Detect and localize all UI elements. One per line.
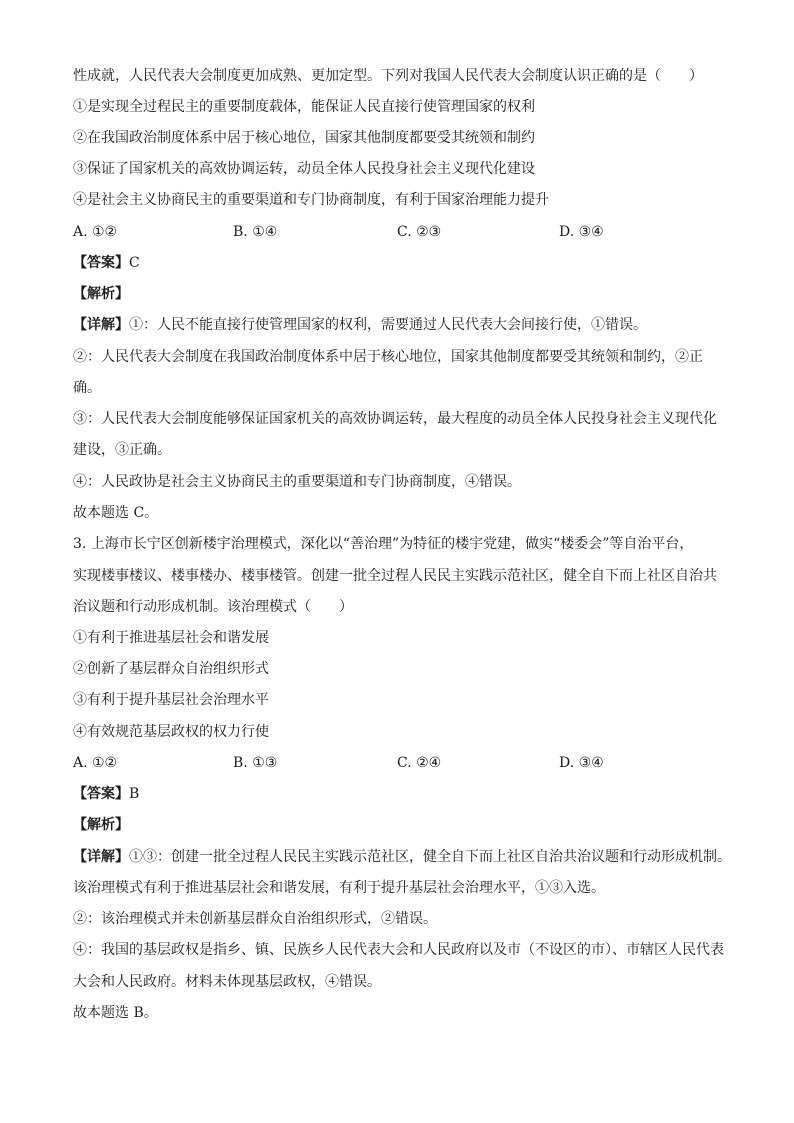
q2-statement-1: ①是实现全过程民主的重要制度载体，能保证人民直接行使管理国家的权利 [73, 99, 535, 115]
q2-option-b: B. ①④ [233, 224, 278, 240]
q3-option-b: B. ①③ [233, 755, 278, 771]
q2-options [73, 222, 733, 242]
q3-stem-line-3: 治议题和行动形成机制。该治理模式（ ） [73, 599, 353, 615]
q2-detail-line-2: ②：人民代表大会制度在我国政治制度体系中居于核心地位，国家其他制度都要受其统领和制约，②正 [73, 349, 703, 365]
q3-detail-line-1 [73, 847, 731, 867]
q2-detail-label: 【详解】 [73, 317, 129, 333]
q3-conclusion: 故本题选 B。 [73, 1005, 158, 1021]
q3-detail-label: 【详解】 [73, 849, 129, 865]
q3-detail-line-2: 该治理模式有利于推进基层社会和谐发展，有利于提升基层社会治理水平，①③入选。 [73, 880, 605, 896]
q2-statement-2: ②在我国政治制度体系中居于核心地位，国家其他制度都要受其统领和制约 [73, 130, 535, 146]
q3-analysis-label: 【解析】 [73, 817, 129, 833]
q2-analysis-label: 【解析】 [73, 286, 129, 302]
q3-detail-line-4: ④：我国的基层政权是指乡、镇、民族乡人民代表大会和人民政府以及市（不设区的市）、市辖区人民代表 [73, 942, 724, 958]
q3-option-d: D. ③④ [559, 755, 604, 771]
q3-stem-line-2: 实现楼事楼议、楼事楼办、楼事楼管。创建一批全过程人民民主实践示范社区，健全自下而上社区自治共 [73, 568, 717, 584]
q3-statement-3: ③有利于提升基层社会治理水平 [73, 692, 269, 708]
q2-statement-3: ③保证了国家机关的高效协调运转，动员全体人民投身社会主义现代化建设 [73, 161, 535, 177]
q3-statement-4: ④有效规范基层政权的权力行使 [73, 724, 269, 740]
q2-answer-value: C [129, 255, 140, 271]
q2-stem-tail: 性成就，人民代表大会制度更加成熟、更加定型。下列对我国人民代表大会制度认识正确的是（ ） [73, 68, 703, 84]
q3-detail-line-3: ②：该治理模式并未创新基层群众自治组织形式，②错误。 [73, 911, 437, 927]
q2-detail-line-1 [73, 315, 647, 335]
q2-detail-line-5: 建设，③正确。 [73, 442, 171, 458]
q3-stem-line-1: 3. 上海市长宁区创新楼宇治理模式，深化以“善治理”为特征的楼宇党建，做实“楼委会”等自治平台， [73, 536, 694, 552]
q2-option-d: D. ③④ [559, 224, 604, 240]
q3-detail-line-5: 大会和人民政府。材料未体现基层政权，④错误。 [73, 974, 381, 990]
q3-answer [73, 784, 139, 804]
q2-statement-4: ④是社会主义协商民主的重要渠道和专门协商制度，有利于国家治理能力提升 [73, 192, 549, 208]
q3-answer-label: 【答案】 [73, 786, 129, 802]
q3-statement-2: ②创新了基层群众自治组织形式 [73, 661, 269, 677]
q3-options [73, 753, 733, 773]
q3-statement-1: ①有利于推进基层社会和谐发展 [73, 630, 269, 646]
q3-option-a: A. ①② [73, 755, 118, 771]
q2-answer [73, 253, 140, 273]
q3-option-c: C. ②④ [397, 755, 442, 771]
q3-detail-text-1: ①③：创建一批全过程人民民主实践示范社区，健全自下而上社区自治共治议题和行动形成机制。 [129, 849, 731, 865]
q2-detail-line-4: ③：人民代表大会制度能够保证国家机关的高效协调运转，最大程度的动员全体人民投身社会主义现代化 [73, 411, 717, 427]
q2-detail-line-3: 确。 [73, 380, 101, 396]
q2-detail-text-1: ①：人民不能直接行使管理国家的权利，需要通过人民代表大会间接行使，①错误。 [129, 317, 647, 333]
q2-answer-label: 【答案】 [73, 255, 129, 271]
q2-option-a: A. ①② [73, 224, 118, 240]
q2-detail-line-6: ④：人民政协是社会主义协商民主的重要渠道和专门协商制度，④错误。 [73, 474, 521, 490]
q2-conclusion: 故本题选 C。 [73, 505, 159, 521]
q2-option-c: C. ②③ [397, 224, 442, 240]
q3-answer-value: B [129, 786, 140, 802]
